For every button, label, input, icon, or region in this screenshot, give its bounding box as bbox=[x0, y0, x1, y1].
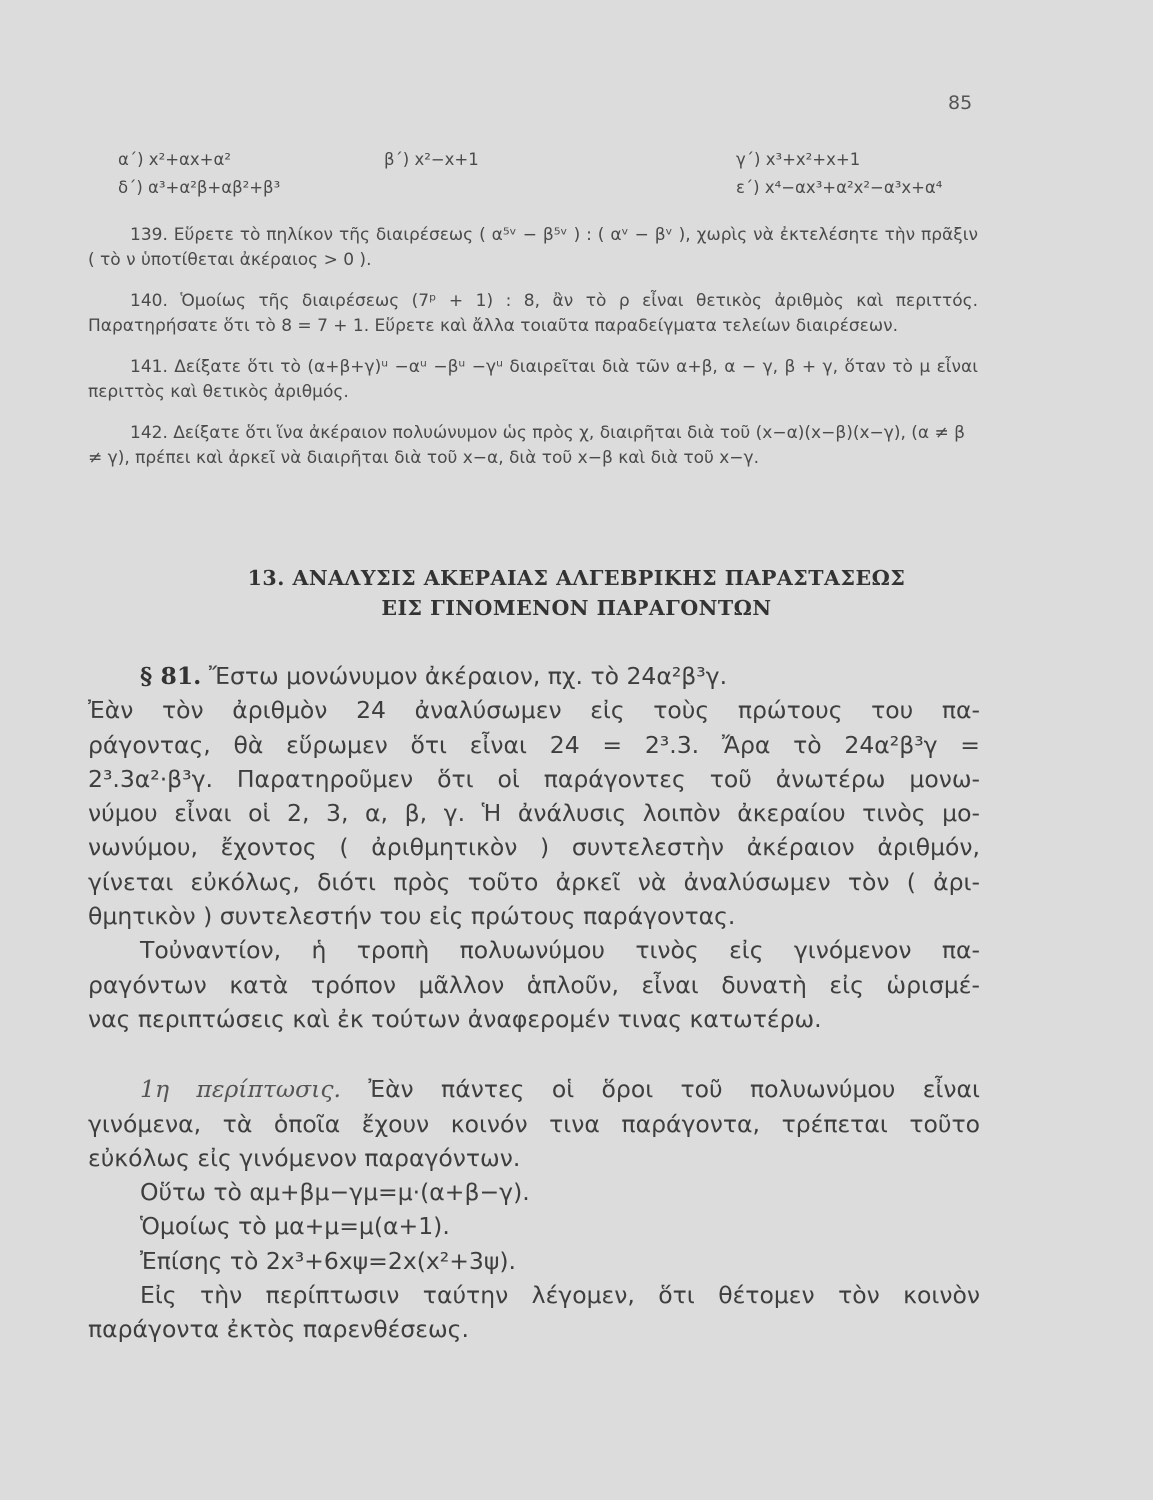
problem-140: 140. Ὁμοίως τῆς διαιρέσεως (7ᵖ + 1) : 8, ἂν τὸ ρ εἶναι θετικὸς ἀριθμὸς καὶ περιττός. Παρατηρήσατε ὅτι τὸ 8 = 7 + 1. Εὕρετε καὶ ἄλλα τοιαῦτα παραδείγματα τελείων διαιρέσεων. bbox=[88, 291, 978, 336]
case-first-line bbox=[88, 1072, 980, 1106]
text-line: Τοὐναντίον, ἡ τροπὴ πολυωνύμου τινὸς εἰς γινόμενον πα- bbox=[140, 936, 980, 965]
text-line: Ἐὰν τὸν ἀριθμὸν 24 ἀναλύσωμεν εἰς τοὺς πρώτους του πα- bbox=[88, 696, 980, 725]
chapter-heading-line-1: 13. ΑΝΑΛΥΣΙΣ ΑΚΕΡΑΙΑΣ ΑΛΓΕΒΡΙΚΗΣ ΠΑΡΑΣΤΑΣΕΩΣ bbox=[247, 566, 906, 590]
problem-142: 142. Δείξατε ὅτι ἵνα ἀκέραιον πολυώνυμον ὡς πρὸς χ, διαιρῆται διὰ τοῦ (x−α)(x−β)(x−γ), (α ≠ β ≠ γ), πρέπει καὶ ἀρκεῖ νὰ διαιρῆται διὰ τοῦ x−α, διὰ τοῦ x−β καὶ διὰ τοῦ x−γ. bbox=[88, 423, 966, 468]
text-line: ράγοντας, θὰ εὕρωμεν ὅτι εἶναι 24 = 2³.3. Ἄρα τὸ 24α²β³γ = bbox=[88, 730, 980, 759]
text-line: ραγόντων κατὰ τρόπον μᾶλλον ἁπλοῦν, εἶναι δυνατὴ εἰς ὡρισμέ- bbox=[88, 970, 980, 999]
text-line: Ἔστω μονώνυμον ἀκέραιον, πχ. τὸ 24α²β³γ. bbox=[208, 662, 728, 690]
problem-141: 141. Δείξατε ὅτι τὸ (α+β+γ)ᵘ −αᵘ −βᵘ −γᵘ διαιρεῖται διὰ τῶν α+β, α − γ, β + γ, ὅταν τὸ μ εἶναι περιττὸς καὶ θετικὸς ἀριθμός. bbox=[88, 357, 978, 402]
example-line: Οὕτω τὸ αμ+βμ−γμ=μ·(α+β−γ). bbox=[140, 1178, 530, 1207]
text-line: Ἐὰν πάντες οἱ ὅροι τοῦ πολυωνύμου εἶναι bbox=[368, 1075, 980, 1104]
example-line: Ἐπίσης τὸ 2x³+6xψ=2x(x²+3ψ). bbox=[140, 1246, 517, 1275]
text-line: Εἰς τὴν περίπτωσιν ταύτην λέγομεν, ὅτι θέτομεν τὸν κοινὸν bbox=[140, 1281, 980, 1310]
section-number: § 81. bbox=[140, 662, 202, 690]
text-line: νας περιπτώσεις καὶ ἐκ τούτων ἀναφερομέν τινας κατωτέρω. bbox=[88, 1004, 822, 1033]
page-number: 85 bbox=[948, 92, 973, 114]
section-81 bbox=[88, 659, 980, 1347]
text-line: γινόμενα, τὰ ὁποῖα ἔχουν κοινόν τινα παράγοντα, τρέπεται τοῦτο bbox=[88, 1109, 980, 1138]
exercise-item-b: β΄) x²−x+1 bbox=[384, 150, 479, 169]
chapter-heading-line-2: ΕΙΣ ΓΙΝΟΜΕΝΟΝ ΠΑΡΑΓΟΝΤΩΝ bbox=[381, 596, 772, 620]
problem-list bbox=[88, 206, 978, 487]
section-first-line bbox=[88, 659, 980, 693]
exercise-item-a: α΄) x²+αx+α² bbox=[118, 150, 231, 169]
exercise-item-g: γ΄) x³+x²+x+1 bbox=[736, 150, 861, 169]
text-line: εὐκόλως εἰς γινόμενον παραγόντων. bbox=[88, 1143, 521, 1172]
case-label: 1η περίπτωσις. bbox=[140, 1075, 341, 1104]
exercise-item-e: ε΄) x⁴−αx³+α²x²−α³x+α⁴ bbox=[736, 178, 943, 197]
text-line: 2³.3α²·β³γ. Παρατηροῦμεν ὅτι οἱ παράγοντες τοῦ ἀνωτέρω μονω- bbox=[88, 764, 980, 793]
exercise-item-d: δ΄) α³+α²β+αβ²+β³ bbox=[118, 178, 281, 197]
example-line: Ὁμοίως τὸ μα+μ=μ(α+1). bbox=[140, 1212, 450, 1241]
text-line: νωνύμου, ἔχοντος ( ἀριθμητικὸν ) συντελεστὴν ἀκέραιον ἀριθμόν, bbox=[88, 833, 980, 862]
text-line: παράγοντα ἐκτὸς παρενθέσεως. bbox=[88, 1315, 469, 1344]
problem-139: 139. Εὕρετε τὸ πηλίκον τῆς διαιρέσεως ( α⁵ᵛ − β⁵ᵛ ) : ( αᵛ − βᵛ ), χωρὶς νὰ ἐκτελέσητε τὴν πρᾶξιν ( τὸ ν ὑποτίθεται ἀκέραιος > 0 ). bbox=[88, 225, 978, 270]
text-line: νύμου εἶναι οἱ 2, 3, α, β, γ. Ἡ ἀνάλυσις λοιπὸν ἀκεραίου τινὸς μο- bbox=[88, 799, 980, 828]
text-line: γίνεται εὐκόλως, διότι πρὸς τοῦτο ἀρκεῖ νὰ ἀναλύσωμεν τὸν ( ἀρι- bbox=[88, 867, 980, 896]
text-line: θμητικὸν ) συντελεστήν του εἰς πρώτους παράγοντας. bbox=[88, 902, 736, 931]
